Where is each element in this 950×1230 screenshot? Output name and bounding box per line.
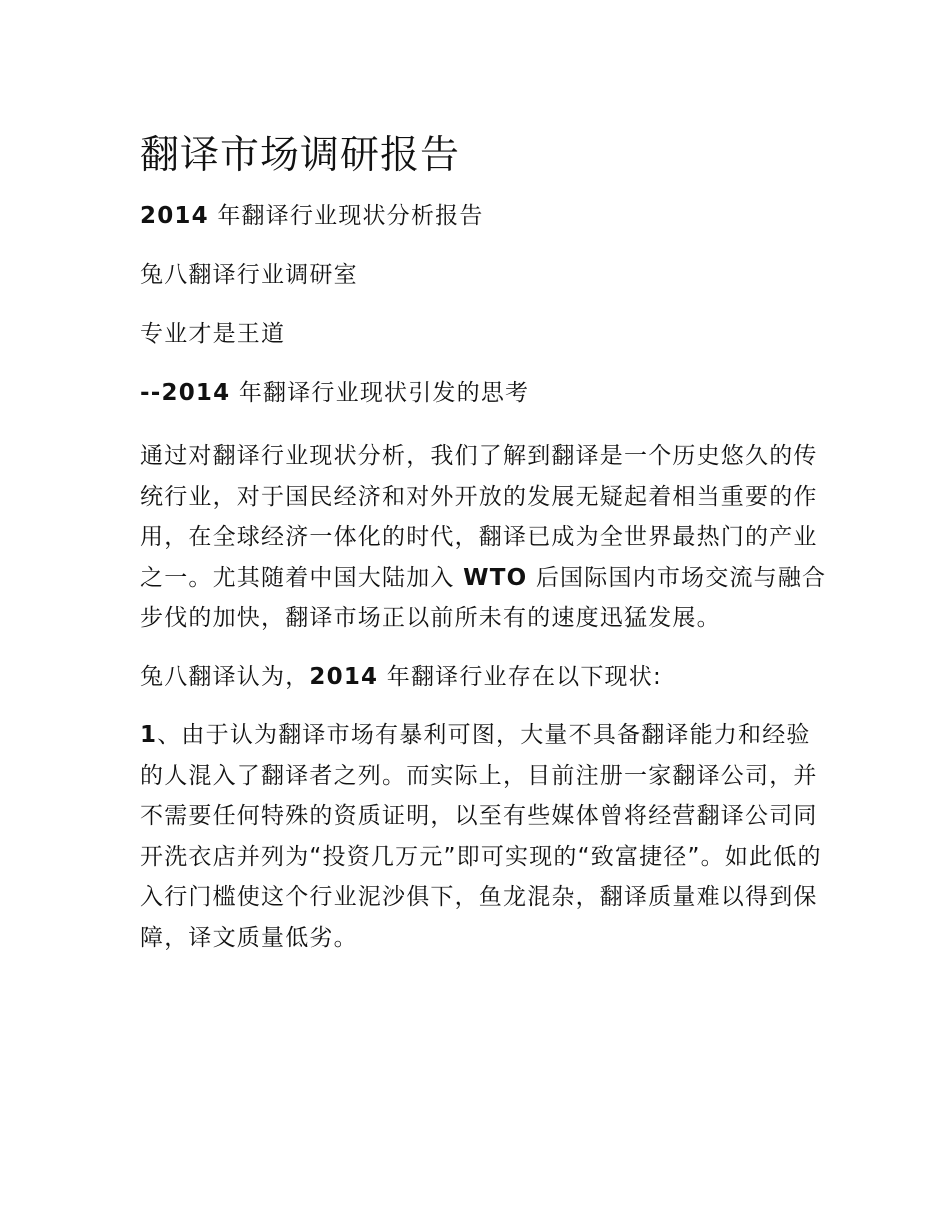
dash-heading-text: 年翻译行业现状引发的思考 xyxy=(230,380,530,406)
paragraph-status-intro xyxy=(140,657,830,698)
document-title: 翻译市场调研报告 xyxy=(140,133,461,178)
paragraph-intro-part2: 后国际国内市场交流与融合步伐的加快，翻译市场正以前所未有的速度迅猛发展。 xyxy=(140,564,827,631)
point-1-text: 、由于认为翻译市场有暴利可图，大量不具备翻译能力和经验的人混入了翻译者之列。而实际上，目前注册一家翻译公司，并不需要任何特殊的资质证明，以至有些媒体曾将经营翻译公司同开洗衣店并列为“投资几万元”即可实现的“致富捷径”。如此低的入行门槛使这个行业泥沙俱下，鱼龙混杂，翻译质量难以得到保障，译文质量低劣。 xyxy=(140,722,822,951)
paragraph-status-part2: 年翻译行业存在以下现状: xyxy=(378,663,662,690)
subtitle xyxy=(140,200,830,232)
paragraph-status-year: 2014 xyxy=(309,663,379,690)
paragraph-status-part1: 兔八翻译认为， xyxy=(140,663,310,690)
subtitle-text: 年翻译行业现状分析报告 xyxy=(208,203,484,229)
dash-heading-year: --2014 xyxy=(140,380,231,406)
point-1-number: 1 xyxy=(140,722,158,748)
paragraph-intro-wto: WTO xyxy=(463,564,528,591)
paragraph-point-1 xyxy=(140,715,830,958)
dash-heading xyxy=(140,377,830,409)
subtitle-year: 2014 xyxy=(140,203,209,229)
slogan-line: 专业才是王道 xyxy=(140,321,286,347)
author-line: 兔八翻译行业调研室 xyxy=(140,262,358,288)
paragraph-intro-part1: 通过对翻译行业现状分析，我们了解到翻译是一个历史悠久的传统行业，对于国民经济和对外开放的发展无疑起着相当重要的作用，在全球经济一体化的时代，翻译已成为全世界最热门的产业之一。尤其随着中国大陆加入 xyxy=(140,443,818,591)
paragraph-intro xyxy=(140,436,830,639)
